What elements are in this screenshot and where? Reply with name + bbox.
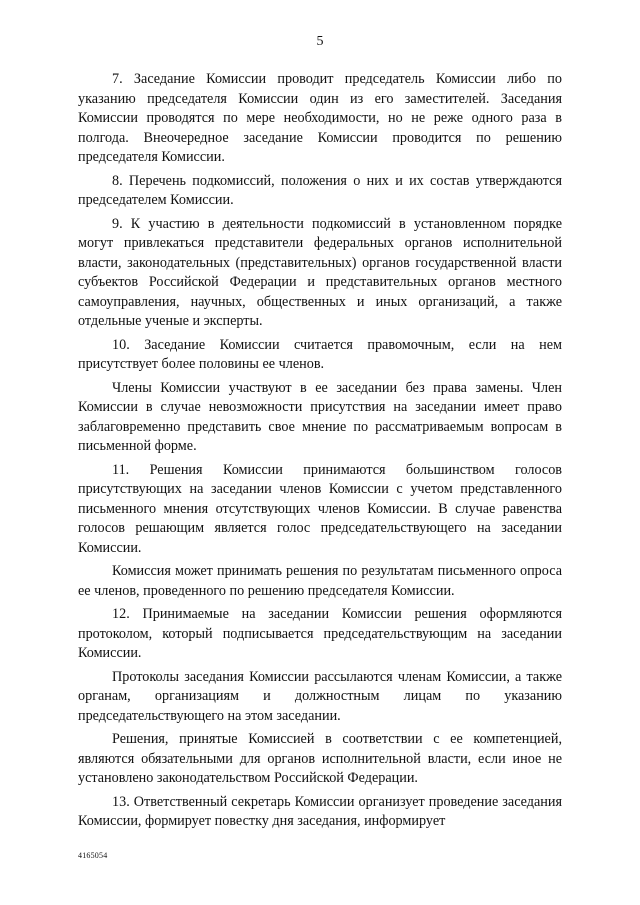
document-body (78, 70, 562, 836)
page-number: 5 (316, 34, 324, 49)
paragraph-item-7: 7. Заседание Комиссии проводит председатель Комиссии либо по указанию председателя Комиссии один из его заместителей. Заседания Комиссии проводятся по мере необходимости, но не реже одного раза в полгода. Внеочередное заседание Комиссии проводится по решению председателя Комиссии. (78, 71, 562, 165)
paragraph-written-poll: Комиссия может принимать решения по результатам письменного опроса ее членов, проведенного по решению председателя Комиссии. (78, 563, 562, 599)
paragraph-protocols: Протоколы заседания Комиссии рассылаются членам Комиссии, а также органам, организациям и должностным лицам по указанию председательствующего на этом заседании. (78, 668, 562, 724)
paragraph-members-participation: Члены Комиссии участвуют в ее заседании без права замены. Член Комиссии в случае невозможности присутствия на заседании имеет право заблаговременно представить свое мнение по рассматриваемым вопросам в письменной форме. (78, 379, 562, 454)
paragraph-item-9: 9. К участию в деятельности подкомиссий в установленном порядке могут привлекаться представители федеральных органов исполнительной власти, законодательных (представительных) органов государственной власти субъектов Российской Федерации и представительных органов местного самоуправления, научных, общественных и иных организаций, а также отдельные ученые и эксперты. (78, 215, 562, 329)
paragraph-item-12: 12. Принимаемые на заседании Комиссии решения оформляются протоколом, который подписывается председательствующим на заседании Комиссии. (78, 606, 562, 661)
paragraph-item-8: 8. Перечень подкомиссий, положения о них и их состав утверждаются председателем Комиссии. (78, 172, 562, 208)
paragraph-item-13: 13. Ответственный секретарь Комиссии организует проведение заседания Комиссии, формирует повестку дня заседания, информирует (78, 793, 562, 829)
paragraph-item-11: 11. Решения Комиссии принимаются большинством голосов присутствующих на заседании членов Комиссии с учетом представленного письменного мнения отсутствующих членов Комиссии. В случае равенства голосов решающим является голос председательствующего на заседании Комиссии. (78, 461, 562, 556)
document-code: 4165054 (78, 851, 108, 860)
paragraph-decisions-binding: Решения, принятые Комиссией в соответствии с ее компетенцией, являются обязательными для органов исполнительной власти, если иное не установлено законодательством Российской Федерации. (78, 731, 562, 786)
paragraph-item-10: 10. Заседание Комиссии считается правомочным, если на нем присутствует более половины ее членов. (78, 336, 562, 372)
